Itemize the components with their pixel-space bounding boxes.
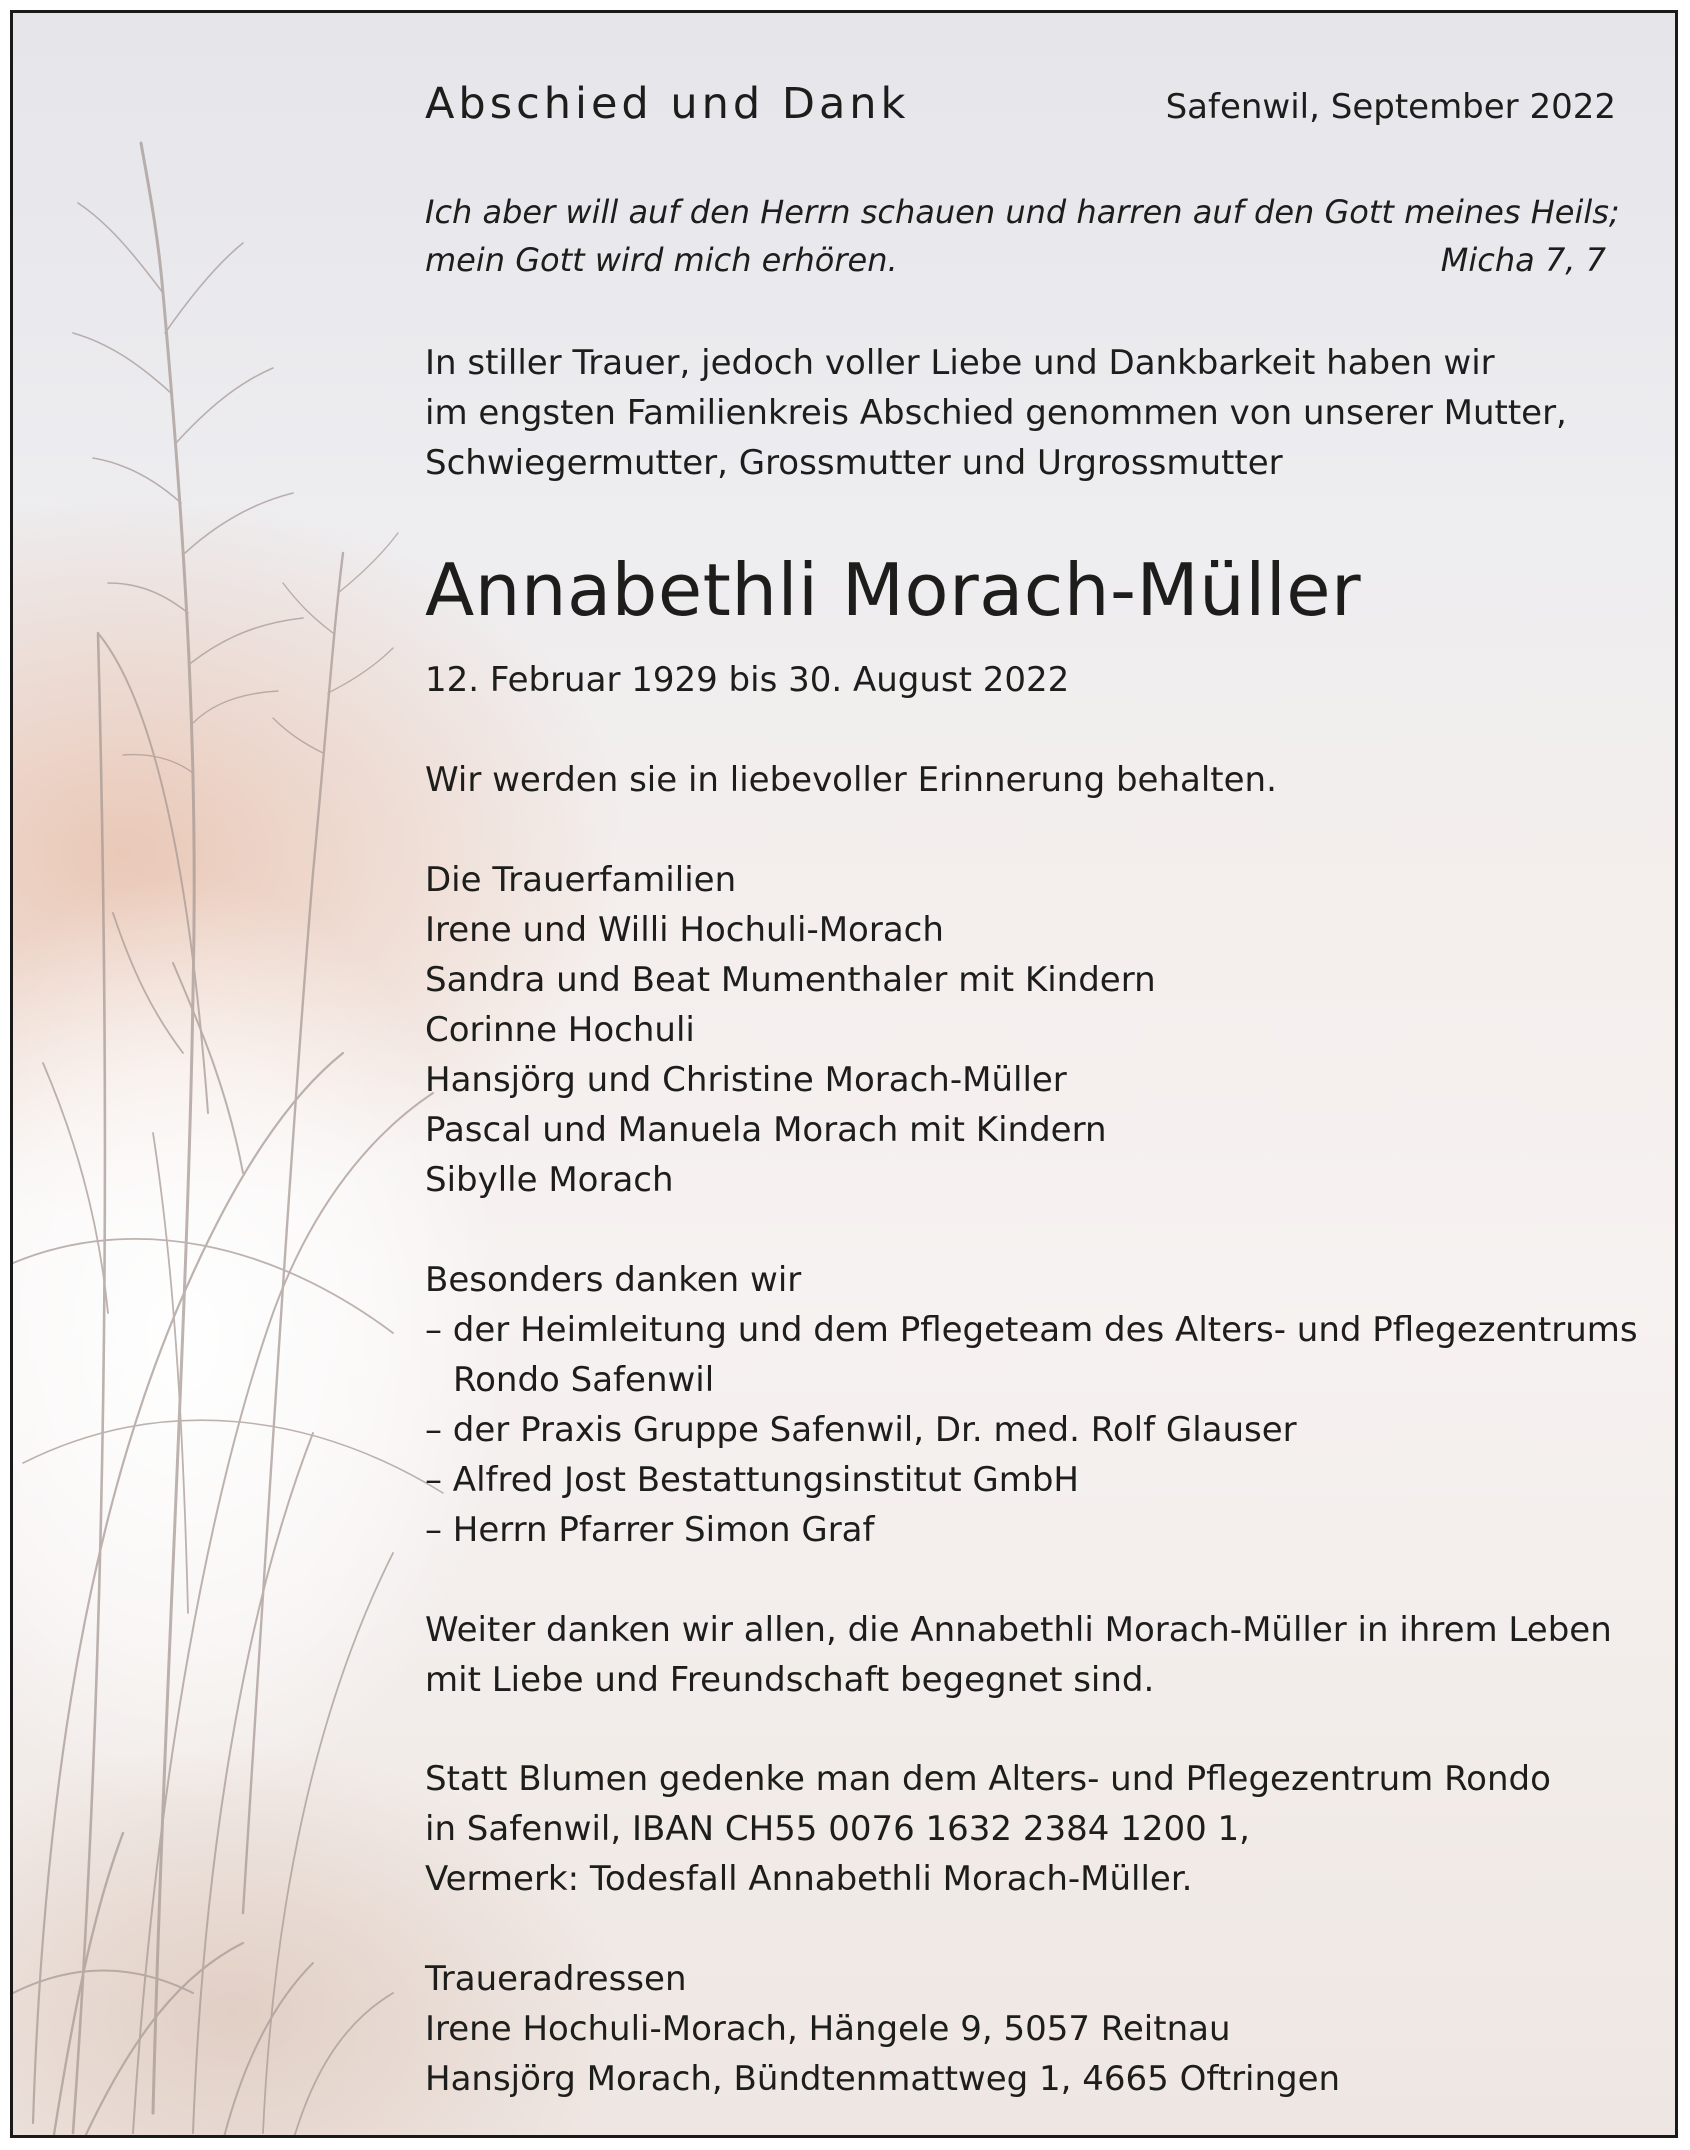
thanks-item: – Alfred Jost Bestattungsinstitut GmbH <box>425 1460 1080 1500</box>
address-line: Hansjörg Morach, Bündtenmattweg 1, 4665 Oftringen <box>425 2059 1341 2099</box>
family-member: Sandra und Beat Mumenthaler mit Kindern <box>425 960 1156 1000</box>
verse-line-2 <box>425 236 1606 284</box>
thanks-item: – der Heimleitung und dem Pflegeteam des Alters- und Pflegezentrums Rondo Safenwil <box>425 1310 1638 1400</box>
verse-line-1: Ich aber will auf den Herrn schauen und harren auf den Gott meines Heils; <box>425 193 1620 231</box>
closing-line: Weiter danken wir allen, die Annabethli Morach-Müller in ihrem Leben <box>425 1610 1612 1650</box>
place-date: Safenwil, September 2022 <box>1165 87 1616 127</box>
donation-line: Vermerk: Todesfall Annabethli Morach-Müller. <box>425 1859 1193 1899</box>
verse-text: mein Gott wird mich erhören. <box>425 241 898 279</box>
obituary-frame <box>10 10 1678 2138</box>
families-title: Die Trauerfamilien <box>425 860 737 900</box>
thanks-title: Besonders danken wir <box>425 1260 802 1300</box>
intro-line: im engsten Familienkreis Abschied genommen von unserer Mutter, <box>425 393 1567 433</box>
intro-paragraph <box>425 338 1567 488</box>
life-dates: 12. Februar 1929 bis 30. August 2022 <box>425 660 1070 700</box>
family-member: Sibylle Morach <box>425 1160 674 1200</box>
closing-paragraph <box>425 1605 1612 1705</box>
family-member: Hansjörg und Christine Morach-Müller <box>425 1060 1067 1100</box>
mourning-addresses <box>425 1954 1340 2104</box>
address-line: Irene Hochuli-Morach, Hängele 9, 5057 Reitnau <box>425 2009 1231 2049</box>
intro-line: In stiller Trauer, jedoch voller Liebe und Dankbarkeit haben wir <box>425 343 1495 383</box>
mourning-families <box>425 855 1156 1205</box>
deceased-name: Annabethli Morach-Müller <box>425 548 1362 632</box>
family-member: Pascal und Manuela Morach mit Kindern <box>425 1110 1107 1150</box>
donation-line: Statt Blumen gedenke man dem Alters- und Pflegezentrum Rondo <box>425 1759 1551 1799</box>
family-member: Irene und Willi Hochuli-Morach <box>425 910 944 950</box>
thanks-item: – der Praxis Gruppe Safenwil, Dr. med. Rolf Glauser <box>425 1410 1297 1450</box>
intro-line: Schwiegermutter, Grossmutter und Urgrossmutter <box>425 443 1283 483</box>
memory-line: Wir werden sie in liebevoller Erinnerung behalten. <box>425 760 1277 800</box>
bible-verse <box>425 188 1620 284</box>
heading: Abschied und Dank <box>425 79 910 129</box>
verse-reference: Micha 7, 7 <box>1440 241 1606 279</box>
addresses-title: Traueradressen <box>425 1959 687 1999</box>
thanks-item: – Herrn Pfarrer Simon Graf <box>425 1510 875 1550</box>
special-thanks <box>425 1255 1638 1555</box>
obituary-content <box>13 13 1675 2135</box>
donation-note <box>425 1754 1551 1904</box>
family-member: Corinne Hochuli <box>425 1010 695 1050</box>
donation-line: in Safenwil, IBAN CH55 0076 1632 2384 1200 1, <box>425 1809 1250 1849</box>
closing-line: mit Liebe und Freundschaft begegnet sind. <box>425 1660 1155 1700</box>
